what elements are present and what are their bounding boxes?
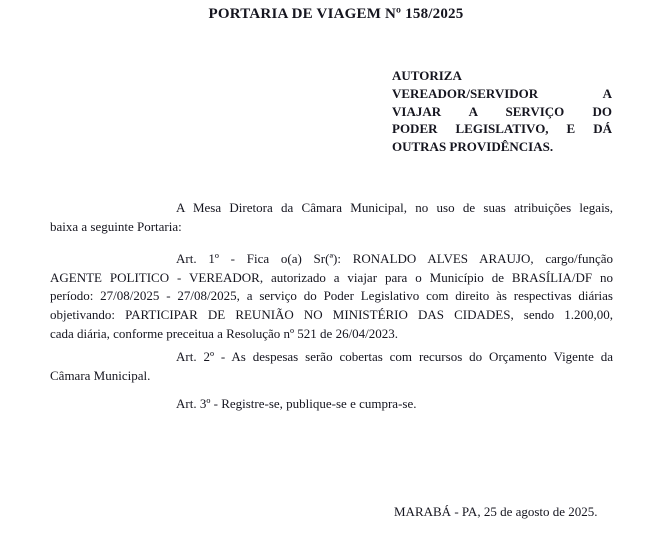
epigraph-line-3: VIAJAR A SERVIÇO DO [392, 103, 612, 119]
epigraph-line-4: PODER LEGISLATIVO, E DÁ [392, 121, 612, 137]
article-1-line-3: período: 27/08/2025 - 27/08/2025, a serviço do Poder Legislativo com direito às respectivas diárias [50, 288, 613, 304]
epigraph-line-5: OUTRAS PROVIDÊNCIAS. [392, 139, 554, 155]
document-title: PORTARIA DE VIAGEM Nº 158/2025 [208, 6, 464, 22]
epigraph-line-1: AUTORIZA [392, 68, 462, 83]
article-2-paragraph [50, 348, 613, 385]
article-3-line-1: Art. 3º - Registre-se, publique-se e cumpra-se. [176, 396, 417, 411]
epigraph-block [392, 67, 612, 156]
preamble-line-2: baixa a seguinte Portaria: [50, 218, 182, 234]
article-2-line-1: Art. 2º - As despesas serão cobertas com recursos do Orçamento Vigente da [176, 349, 613, 364]
preamble-paragraph [50, 199, 613, 236]
article-3-paragraph [50, 395, 613, 414]
preamble-line-1: A Mesa Diretora da Câmara Municipal, no uso de suas atribuições legais, [176, 200, 613, 215]
dateline: MARABÁ - PA, 25 de agosto de 2025. [394, 504, 598, 519]
article-2-line-2: Câmara Municipal. [50, 367, 151, 383]
article-1-line-5: cada diária, conforme preceitua a Resolução nº 521 de 26/04/2023. [50, 325, 399, 341]
article-1-line-4: objetivando: PARTICIPAR DE REUNIÃO NO MINISTÉRIO DAS CIDADES, sendo 1.200,00, [50, 307, 613, 323]
article-1-paragraph [50, 250, 613, 344]
epigraph-line-2: VEREADOR/SERVIDOR A [392, 85, 612, 101]
article-1-line-2: AGENTE POLITICO - VEREADOR, autorizado a viajar para o Município de BRASÍLIA/DF no [50, 269, 613, 285]
article-1-line-1: Art. 1º - Fica o(a) Sr(ª): RONALDO ALVES ARAUJO, cargo/função [176, 251, 613, 266]
